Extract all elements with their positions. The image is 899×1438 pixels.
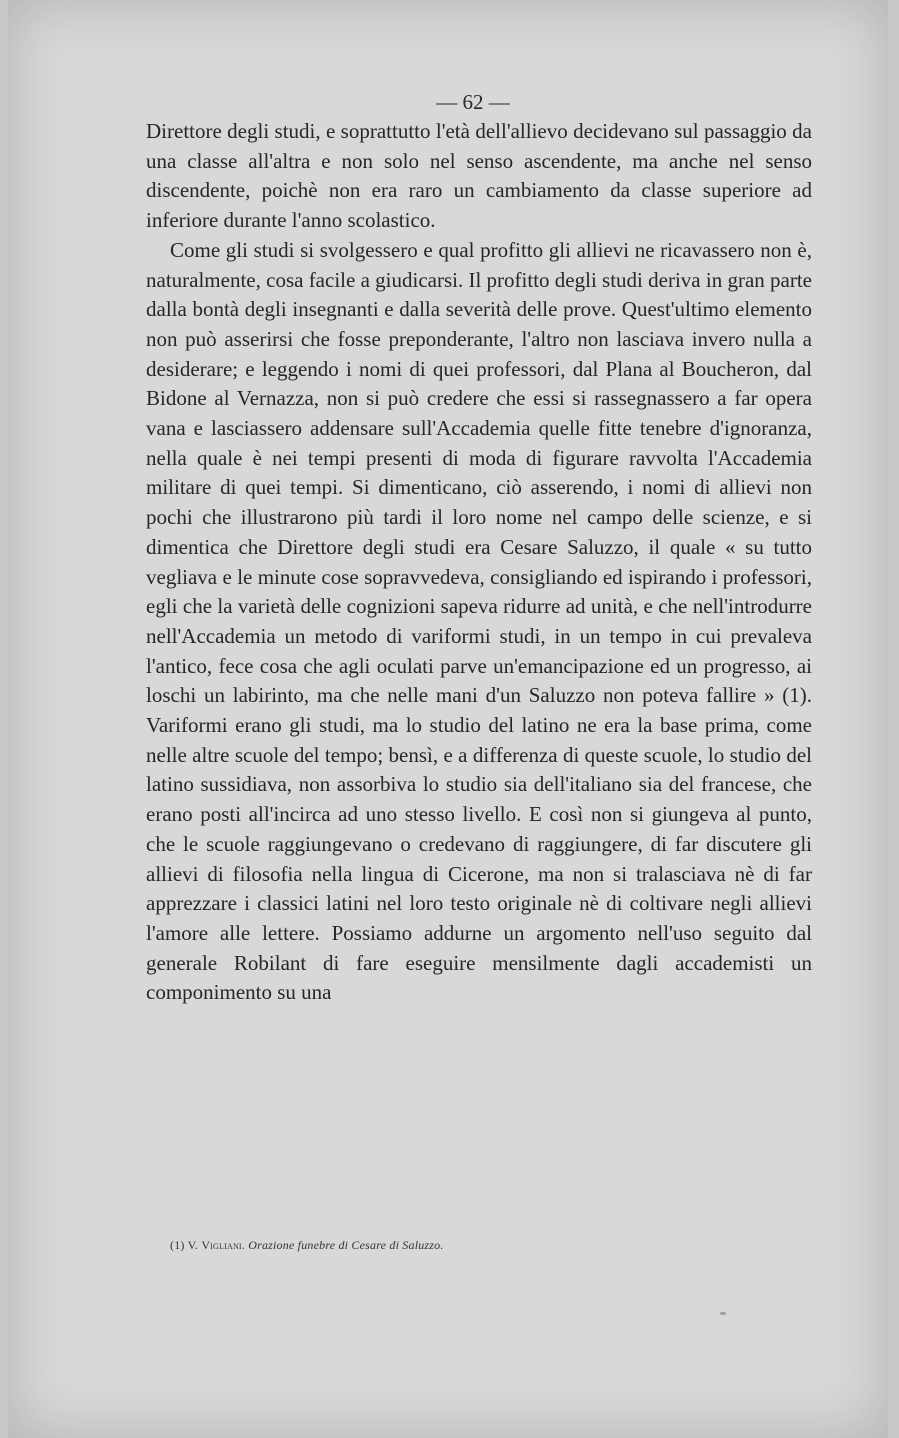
scanned-page <box>8 0 888 1438</box>
footnote-title: Orazione funebre di Cesare di Saluzzo. <box>248 1238 444 1252</box>
footnote-marker: (1) V. <box>170 1238 199 1252</box>
body-text <box>146 117 812 1008</box>
footnote <box>170 1238 444 1253</box>
footnote-author: Vigliani. <box>201 1238 245 1252</box>
scan-speck <box>720 1312 726 1315</box>
page-number: — 62 — <box>436 90 510 114</box>
paragraph-2: Come gli studi si svolgessero e qual profitto gli allievi ne ricavassero non è, naturalmente, cosa facile a giudicarsi. Il profitto degli studi deriva in gran parte dalla bontà degli insegnanti e dalla severità delle prove. Quest'ultimo elemento non può asserirsi che fosse preponderante, l'altro non lasciava invero nulla a desiderare; e leggendo i nomi di quei professori, dal Plana al Boucheron, dal Bidone al Vernazza, non si può credere che essi si rassegnassero a far opera vana e lasciassero addensare sull'Accademia quelle fitte tenebre d'ignoranza, nella quale è nei tempi presenti di moda di figurare ravvolta l'Accademia militare di quei tempi. Si dimenticano, ciò asserendo, i nomi di allievi non pochi che illustrarono più tardi il loro nome nel campo delle scienze, e si dimentica che Direttore degli studi era Cesare Saluzzo, il quale « su tutto vegliava e le minute cose sopravvedeva, consigliando ed ispirando i professori, egli che la varietà delle cognizioni sapeva ridurre ad unità, e che nell'introdurre nell'Accademia un metodo di variformi studi, in un tempo in cui prevaleva l'antico, fece cosa che agli oculati parve un'emancipazione ed un progresso, ai loschi un labirinto, ma che nelle mani d'un Saluzzo non poteva fallire » (1). Variformi erano gli studi, ma lo studio del latino ne era la base prima, come nelle altre scuole del tempo; bensì, e a differenza di queste scuole, lo studio del latino sussidiava, non assorbiva lo studio sia dell'italiano sia del francese, che erano posti all'incirca ad uno stesso livello. E così non si giungeva al punto, che le scuole raggiungevano o credevano di raggiungere, di far discutere gli allievi di filosofia nella lingua di Cicerone, ma non si tralasciava nè di far apprezzare i classici latini nel loro testo originale nè di coltivare negli allievi l'amore alle lettere. Possiamo addurne un argomento nell'uso seguito dal generale Robilant di fare eseguire mensilmente dagli accademisti un componimento su una <box>146 237 812 1005</box>
paragraph-1: Direttore degli studi, e soprattutto l'età dell'allievo decidevano sul passaggio da una classe all'altra e non solo nel senso ascendente, ma anche nel senso discendente, poichè non era raro un cambiamento da classe superiore ad inferiore durante l'anno scolastico. <box>146 119 812 233</box>
